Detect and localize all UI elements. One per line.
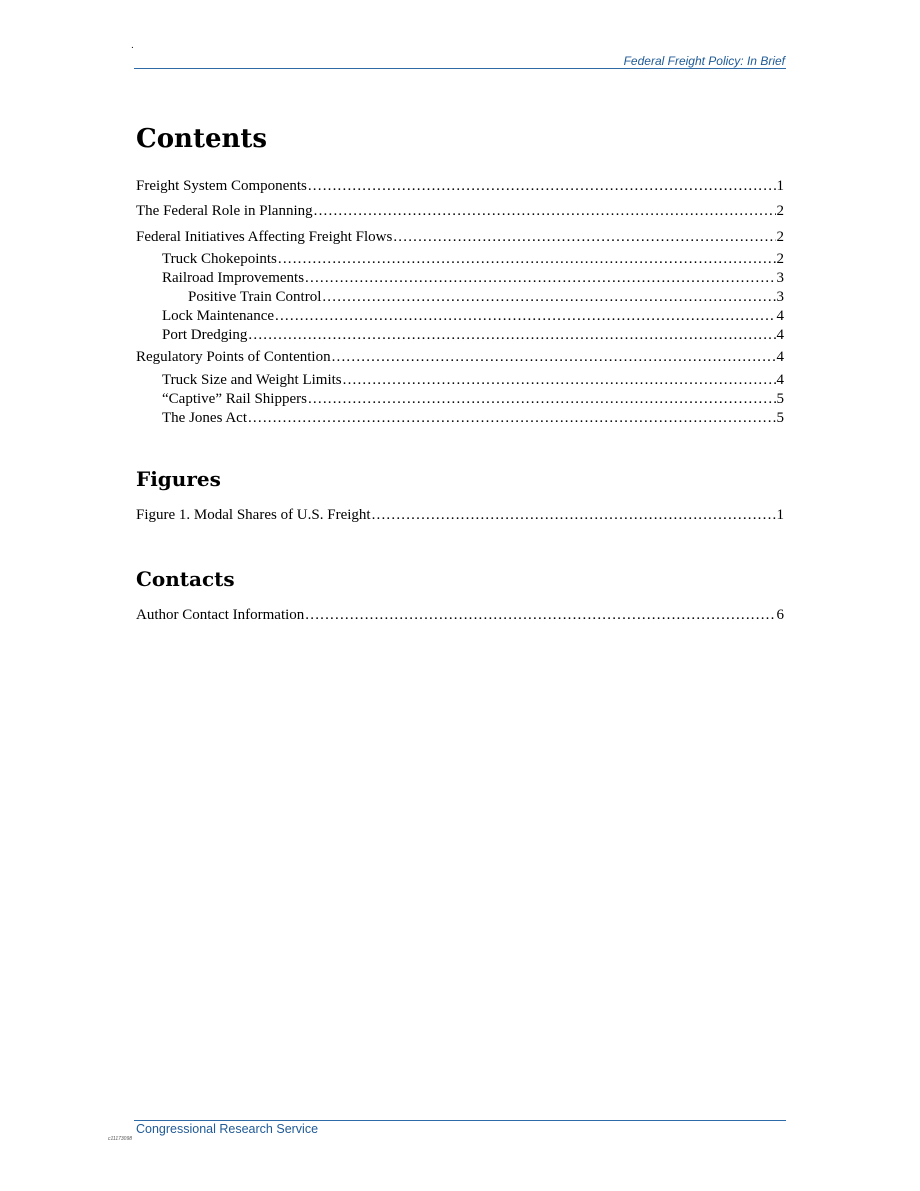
contents-heading: Contents	[136, 124, 268, 154]
toc-entry-regulatory-points[interactable]	[136, 348, 784, 367]
toc-entry-positive-train-control[interactable]	[136, 288, 784, 307]
toc-leader-dots	[275, 307, 775, 326]
toc-entry-label: Author Contact Information	[136, 607, 305, 623]
toc-leader-dots	[248, 409, 776, 428]
toc-entry-label: Railroad Improvements	[162, 270, 305, 286]
toc-entry-truck-size-weight[interactable]	[136, 371, 784, 390]
toc-entry-label: Figure 1. Modal Shares of U.S. Freight	[136, 507, 371, 523]
footer-document-code: c11173098	[108, 1136, 133, 1142]
running-header-title: Federal Freight Policy: In Brief	[623, 54, 785, 68]
toc-leader-dots	[322, 288, 775, 307]
toc-entry-label: Truck Size and Weight Limits	[162, 372, 342, 388]
toc-entry-lock-maintenance[interactable]	[136, 307, 784, 326]
toc-leader-dots	[332, 348, 776, 367]
toc-entry-federal-role-planning[interactable]	[136, 202, 784, 221]
toc-entry-label: The Federal Role in Planning	[136, 203, 313, 219]
toc-entry-captive-rail-shippers[interactable]	[136, 390, 784, 409]
toc-entry-label: Truck Chokepoints	[162, 251, 277, 267]
toc-page-number: 1	[776, 178, 784, 194]
toc-entry-federal-initiatives[interactable]	[136, 228, 784, 247]
toc-leader-dots	[308, 177, 776, 196]
toc-entry-label: “Captive” Rail Shippers	[162, 391, 307, 407]
toc-entry-label: Positive Train Control	[188, 289, 322, 305]
footer-rule	[134, 1120, 786, 1121]
toc-leader-dots	[343, 371, 776, 390]
toc-leader-dots	[278, 250, 776, 269]
toc-entry-author-contact[interactable]	[136, 606, 784, 625]
toc-leader-dots	[308, 390, 776, 409]
toc-entry-label: Lock Maintenance	[162, 308, 275, 324]
toc-leader-dots	[248, 326, 775, 345]
toc-page-number: 3	[776, 289, 784, 305]
toc-entry-railroad-improvements[interactable]	[136, 269, 784, 288]
toc-leader-dots	[314, 202, 776, 221]
toc-page-number: 5	[776, 410, 784, 426]
toc-page-number: 4	[776, 308, 784, 324]
toc-page-number: 3	[776, 270, 784, 286]
toc-page-number: 2	[776, 203, 784, 219]
toc-entry-label: Federal Initiatives Affecting Freight Flows	[136, 229, 393, 245]
toc-entry-label: Regulatory Points of Contention	[136, 349, 331, 365]
toc-page-number: 5	[776, 391, 784, 407]
footer-organization: Congressional Research Service	[136, 1122, 319, 1136]
header-mark: .	[131, 40, 134, 51]
toc-page-number: 2	[776, 229, 784, 245]
toc-page-number: 6	[776, 607, 784, 623]
header-rule	[134, 68, 786, 69]
toc-entry-label: The Jones Act	[162, 410, 247, 426]
toc-page-number: 4	[776, 349, 784, 365]
toc-entry-freight-system-components[interactable]	[136, 177, 784, 196]
toc-entry-label: Port Dredging	[162, 327, 248, 343]
toc-page-number: 1	[776, 507, 784, 523]
toc-leader-dots	[305, 606, 775, 625]
toc-page-number: 4	[776, 372, 784, 388]
toc-entry-label: Freight System Components	[136, 178, 307, 194]
toc-entry-port-dredging[interactable]	[136, 326, 784, 345]
toc-entry-figure-1[interactable]	[136, 506, 784, 525]
toc-leader-dots	[372, 506, 776, 525]
toc-entry-truck-chokepoints[interactable]	[136, 250, 784, 269]
figures-heading: Figures	[136, 467, 221, 491]
toc-page-number: 2	[776, 251, 784, 267]
toc-entry-jones-act[interactable]	[136, 409, 784, 428]
toc-page-number: 4	[776, 327, 784, 343]
toc-leader-dots	[305, 269, 775, 288]
toc-leader-dots	[393, 228, 775, 247]
contacts-heading: Contacts	[136, 567, 235, 591]
